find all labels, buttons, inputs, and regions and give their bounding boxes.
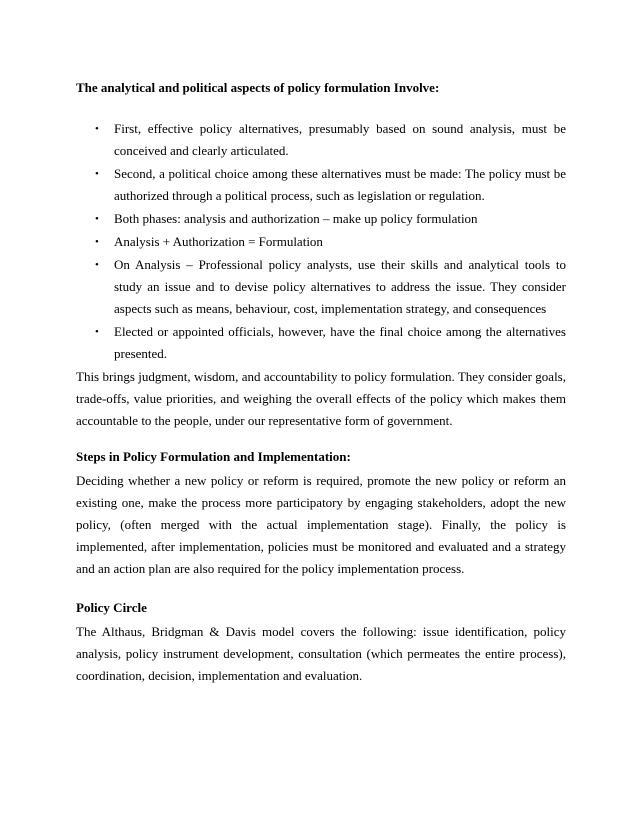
bullet-icon: • [95, 259, 99, 271]
bullet-icon: • [95, 236, 99, 248]
list-item [76, 118, 566, 162]
section-heading-steps: Steps in Policy Formulation and Implementation: [76, 449, 351, 464]
list-item [76, 254, 566, 320]
paragraph-policy-circle: The Althaus, Bridgman & Davis model covers the following: issue identification, policy analysis, policy instrument development, consultation (which permeates the entire process), coordination, decision, implementation and evaluation. [76, 624, 566, 683]
paragraph-accountability: This brings judgment, wisdom, and accountability to policy formulation. They consider goals, trade-offs, value priorities, and weighing the overall effects of the policy which makes them accountable to the people, under our representative form of government. [76, 369, 566, 428]
bullet-text: Elected or appointed officials, however, have the final choice among the alternatives presented. [114, 324, 566, 361]
section-heading-aspects: The analytical and political aspects of policy formulation Involve: [76, 80, 440, 95]
bullet-text: On Analysis – Professional policy analysts, use their skills and analytical tools to study an issue and to devise policy alternatives to address the issue. They consider aspects such as means, behaviour, cost, implementation strategy, and consequences [114, 257, 566, 316]
list-item [76, 231, 566, 253]
paragraph-steps: Deciding whether a new policy or reform is required, promote the new policy or reform an existing one, make the process more participatory by engaging stakeholders, adopt the new policy, (often merged with the actual implementation stage). Finally, the policy is implemented, after implementation, policies must be monitored and evaluated and a strategy and an action plan are also required for the policy implementation process. [76, 473, 566, 576]
spacer [76, 432, 566, 446]
section-heading-policy-circle: Policy Circle [76, 600, 147, 615]
list-item [76, 208, 566, 230]
list-item [76, 321, 566, 365]
bullet-icon: • [95, 213, 99, 225]
document-page [76, 66, 566, 687]
bullet-text: Both phases: analysis and authorization – make up policy formulation [114, 211, 478, 226]
bullet-icon: • [95, 326, 99, 338]
aspects-bullet-list [76, 118, 566, 365]
bullet-text: Analysis + Authorization = Formulation [114, 234, 323, 249]
bullet-icon: • [95, 123, 99, 135]
bullet-text: First, effective policy alternatives, presumably based on sound analysis, must be conceived and clearly articulated. [114, 121, 566, 158]
bullet-icon: • [95, 168, 99, 180]
list-item [76, 163, 566, 207]
bullet-text: Second, a political choice among these alternatives must be made: The policy must be authorized through a political process, such as legislation or regulation. [114, 166, 566, 203]
spacer [76, 580, 566, 597]
